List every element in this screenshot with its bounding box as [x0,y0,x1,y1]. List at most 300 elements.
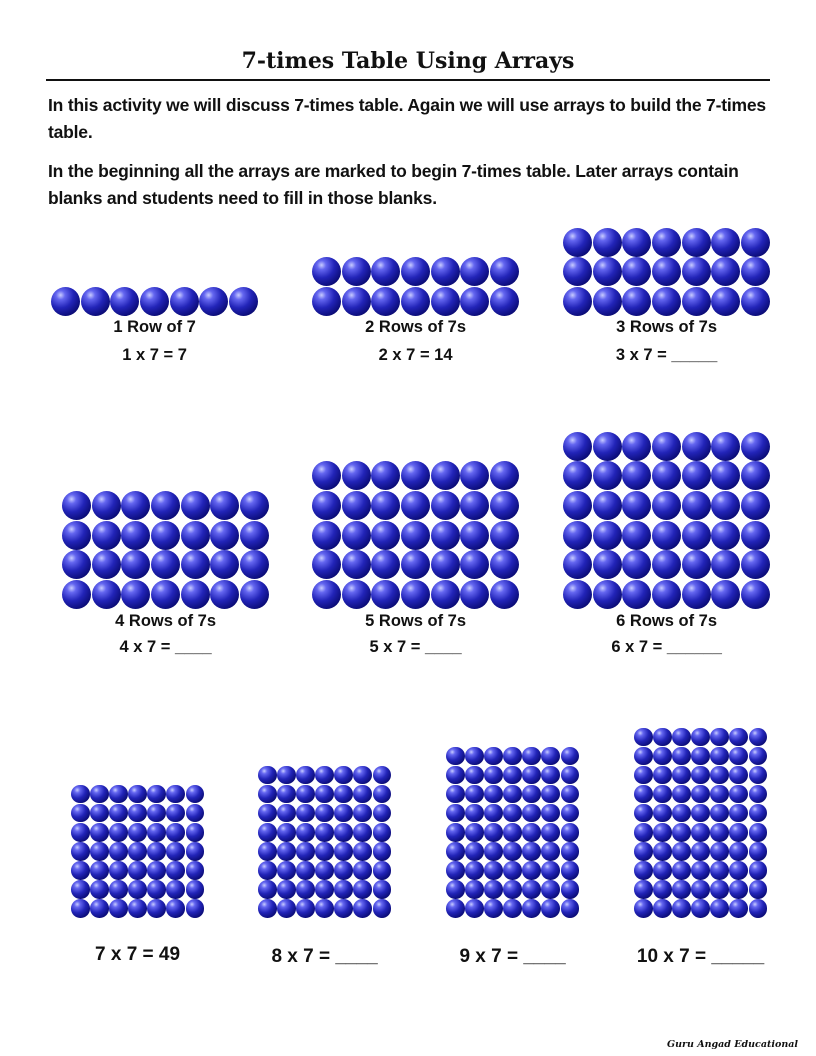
bead [503,842,522,861]
bead [710,861,729,880]
bead [258,880,277,899]
equation-5: 5 x 7 = ____ [369,638,462,656]
bead [711,580,740,609]
bead [682,287,711,316]
bead [240,491,269,520]
bead [166,880,185,899]
bead [672,823,691,842]
bead [503,899,522,918]
bead [128,842,147,861]
bead [446,880,465,899]
bead [334,785,353,804]
array-label-6: 6 Rows of 7s [616,612,718,630]
bead [561,842,580,861]
bead [691,880,710,899]
bead [446,842,465,861]
bead [593,491,622,520]
bead [90,842,109,861]
bead [71,785,90,804]
bead [71,804,90,823]
bead [240,521,269,550]
bead [541,785,560,804]
bead [541,880,560,899]
bead [277,804,296,823]
bead [653,785,672,804]
array-5x7 [312,461,519,609]
bead [460,287,489,316]
bead [81,287,110,316]
bead [672,861,691,880]
bead [109,861,128,880]
bead [710,899,729,918]
bead [210,580,239,609]
bead [522,804,541,823]
bead [92,580,121,609]
bead [563,228,592,257]
bead [431,287,460,316]
bead [563,491,592,520]
bead [729,861,748,880]
bead [128,880,147,899]
bead [522,861,541,880]
bead [711,461,740,490]
bead [90,804,109,823]
bead [652,461,681,490]
bead [652,550,681,579]
bead [312,461,341,490]
bead [401,257,430,286]
bead [710,766,729,785]
bead [652,491,681,520]
bead [431,461,460,490]
bead [741,491,770,520]
array-label-5: 5 Rows of 7s [365,612,467,630]
bead [682,461,711,490]
bead [672,747,691,766]
bead [741,432,770,461]
bead [166,804,185,823]
bead [460,580,489,609]
array-8x7 [258,766,391,918]
bead [258,766,277,785]
bead [711,287,740,316]
bead [541,861,560,880]
bead [653,804,672,823]
bead [109,785,128,804]
bead [729,823,748,842]
bead [186,899,205,918]
array-9x7 [446,747,579,918]
bead [296,823,315,842]
bead [371,461,400,490]
bead [490,257,519,286]
bead [541,804,560,823]
bead [563,550,592,579]
bead [749,785,768,804]
bead [371,257,400,286]
bead [465,861,484,880]
bead [561,899,580,918]
bead [691,785,710,804]
bead [315,804,334,823]
bead [401,550,430,579]
bead [691,728,710,747]
bead [653,842,672,861]
intro-paragraph-2: In the beginning all the arrays are marked to begin 7-times table. Later arrays contain blanks and students need to fill in those blanks. [48,161,739,208]
bead [373,823,392,842]
bead [691,899,710,918]
bead [563,461,592,490]
bead [334,880,353,899]
bead [71,842,90,861]
bead [490,287,519,316]
bead [446,766,465,785]
bead [710,880,729,899]
bead [593,550,622,579]
bead [334,842,353,861]
bead [371,550,400,579]
bead [622,550,651,579]
bead [672,880,691,899]
bead [166,861,185,880]
equation-2: 2 x 7 = 14 [378,346,453,364]
bead [373,861,392,880]
bead [593,257,622,286]
bead [563,521,592,550]
bead [315,861,334,880]
bead [710,747,729,766]
bead [634,747,653,766]
array-1x7 [51,287,258,316]
bead [371,491,400,520]
bead [749,728,768,747]
bead [741,550,770,579]
bead [199,287,228,316]
bead [277,785,296,804]
bead [277,823,296,842]
bead [729,747,748,766]
bead [181,580,210,609]
bead [446,804,465,823]
bead [401,521,430,550]
bead [729,842,748,861]
bead [460,461,489,490]
bead [315,880,334,899]
bead [634,880,653,899]
bead [711,521,740,550]
bead [729,880,748,899]
bead [353,899,372,918]
bead [62,550,91,579]
array-label-2: 2 Rows of 7s [365,318,467,336]
intro-paragraph-1: In this activity we will discuss 7-times table. Again we will use arrays to build the 7-times table. [48,95,766,142]
bead [109,899,128,918]
bead [672,899,691,918]
bead [465,747,484,766]
bead [240,580,269,609]
bead [147,899,166,918]
bead [401,491,430,520]
bead [128,899,147,918]
bead [465,804,484,823]
bead [121,580,150,609]
equation-3: 3 x 7 = _____ [615,346,718,364]
bead [431,550,460,579]
bead [62,491,91,520]
bead [110,287,139,316]
bead [652,521,681,550]
bead [672,728,691,747]
bead [460,550,489,579]
bead [186,880,205,899]
bead [749,842,768,861]
bead [682,580,711,609]
bead [258,861,277,880]
bead [749,899,768,918]
bead [749,880,768,899]
bead [90,785,109,804]
bead [166,899,185,918]
array-label-3: 3 Rows of 7s [616,318,718,336]
bead [672,842,691,861]
bead [691,823,710,842]
bead [258,899,277,918]
bead [166,823,185,842]
bead [490,580,519,609]
bead [342,257,371,286]
bead [460,521,489,550]
array-label-4: 4 Rows of 7s [115,612,217,630]
bead [334,899,353,918]
bead [484,842,503,861]
bead [741,228,770,257]
bead [151,521,180,550]
bead [71,861,90,880]
bead [622,432,651,461]
bead [465,766,484,785]
bead [446,747,465,766]
bead [653,880,672,899]
bead [710,728,729,747]
bead [121,521,150,550]
bead [503,804,522,823]
bead [277,842,296,861]
array-10x7 [634,728,767,918]
bead [672,766,691,785]
bead [431,491,460,520]
bead [240,550,269,579]
bead [741,461,770,490]
equation-8: 8 x 7 = ____ [271,946,378,967]
bead [373,804,392,823]
bead [622,287,651,316]
equation-10: 10 x 7 = _____ [636,946,765,967]
bead [51,287,80,316]
bead [147,804,166,823]
publisher-credit: Guru Angad Educational [666,1039,798,1050]
bead [652,287,681,316]
bead [490,461,519,490]
bead [258,842,277,861]
bead [373,785,392,804]
bead [653,899,672,918]
bead [593,287,622,316]
bead [431,580,460,609]
array-6x7 [563,432,770,609]
array-3x7 [563,228,770,316]
bead [522,842,541,861]
bead [315,899,334,918]
bead [541,823,560,842]
bead [342,287,371,316]
bead [181,550,210,579]
bead [622,521,651,550]
bead [749,823,768,842]
bead [90,823,109,842]
bead [353,785,372,804]
bead [484,785,503,804]
bead [561,823,580,842]
bead [151,550,180,579]
bead [682,521,711,550]
bead [353,861,372,880]
bead [258,804,277,823]
bead [634,804,653,823]
bead [353,804,372,823]
bead [634,766,653,785]
bead [691,766,710,785]
bead [634,728,653,747]
bead [563,432,592,461]
bead [490,550,519,579]
bead [503,823,522,842]
bead [741,287,770,316]
bead [334,861,353,880]
bead [373,899,392,918]
bead [296,899,315,918]
bead [186,804,205,823]
bead [672,804,691,823]
bead [342,461,371,490]
bead [210,491,239,520]
bead [484,804,503,823]
bead [312,550,341,579]
bead [729,728,748,747]
bead [522,899,541,918]
bead [342,491,371,520]
bead [593,461,622,490]
bead [353,880,372,899]
bead [460,491,489,520]
bead [296,861,315,880]
bead [277,880,296,899]
bead [90,899,109,918]
array-label-1: 1 Row of 7 [113,318,196,336]
bead [446,823,465,842]
bead [682,257,711,286]
array-2x7 [312,257,519,316]
bead [652,432,681,461]
bead [593,521,622,550]
bead [128,804,147,823]
bead [682,228,711,257]
bead [353,842,372,861]
bead [109,804,128,823]
bead [128,785,147,804]
bead [711,550,740,579]
bead [334,804,353,823]
bead [741,521,770,550]
bead [431,257,460,286]
bead [277,861,296,880]
bead [315,785,334,804]
bead [90,880,109,899]
bead [147,842,166,861]
bead [373,880,392,899]
bead [71,823,90,842]
bead [741,580,770,609]
bead [465,880,484,899]
bead [277,766,296,785]
bead [490,491,519,520]
bead [312,580,341,609]
bead [484,766,503,785]
bead [503,766,522,785]
bead [484,899,503,918]
bead [503,747,522,766]
bead [460,257,489,286]
bead [431,521,460,550]
array-7x7 [71,785,204,918]
title-divider [46,79,770,81]
bead [312,257,341,286]
bead [749,861,768,880]
bead [315,823,334,842]
bead [729,766,748,785]
bead [315,766,334,785]
bead [128,861,147,880]
bead [401,461,430,490]
bead [353,766,372,785]
bead [634,785,653,804]
bead [258,785,277,804]
bead [186,842,205,861]
bead [653,747,672,766]
bead [151,580,180,609]
bead [296,842,315,861]
bead [296,766,315,785]
bead [71,899,90,918]
bead [710,785,729,804]
bead [622,257,651,286]
bead [92,521,121,550]
bead [342,550,371,579]
page-title: 7-times Table Using Arrays [241,48,575,74]
bead [401,580,430,609]
bead [622,461,651,490]
bead [296,880,315,899]
bead [277,899,296,918]
bead [465,823,484,842]
bead [371,521,400,550]
bead [691,861,710,880]
bead [682,432,711,461]
bead [652,580,681,609]
bead [181,491,210,520]
bead [541,747,560,766]
bead [186,823,205,842]
bead [522,823,541,842]
